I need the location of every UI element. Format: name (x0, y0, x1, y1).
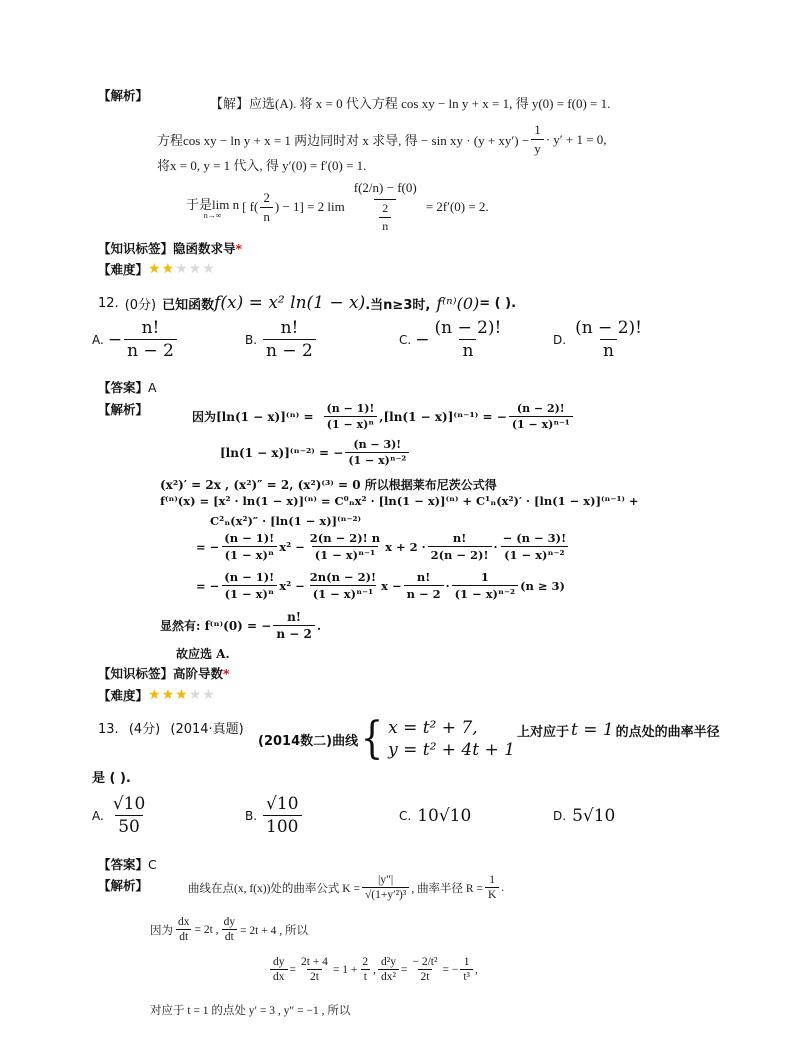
frac-num: √10 (112, 794, 146, 814)
star-filled-icon: ★ (175, 687, 189, 703)
question-number: 12. (98, 295, 119, 311)
question-score: (4分) (128, 722, 161, 737)
option-fraction (110, 794, 148, 837)
fraction (175, 916, 193, 943)
text: (n ≥ 3) (520, 578, 565, 593)
answer-12 (98, 378, 157, 396)
option-a[interactable] (92, 318, 179, 361)
option-label: B. (245, 808, 258, 823)
option-label: A. (92, 808, 104, 823)
frac-den: n (260, 207, 273, 225)
frac-den: 2(n − 2)! (428, 546, 492, 562)
text: 显然有: f⁽ⁿ⁾(0) = − (160, 619, 272, 633)
text: , (373, 963, 377, 976)
fraction (362, 874, 409, 901)
frac-num: (n − 2)! (516, 402, 565, 415)
text: = (289, 963, 296, 976)
difficulty-11 (98, 260, 216, 278)
stem-text-a: (2014数二)曲线 (258, 733, 359, 749)
text: · (493, 539, 498, 554)
frac-num: (n − 2)! (575, 318, 642, 338)
option-c[interactable] (399, 806, 471, 826)
option-b[interactable] (245, 318, 318, 361)
fraction (359, 956, 371, 983)
option-label: B. (245, 332, 258, 347)
frac-den: (1 − x)ⁿ⁻² (345, 452, 409, 467)
frac-den: y (531, 139, 544, 157)
solution-12-line8 (160, 610, 321, 641)
text: ,[ln(1 − x)]⁽ⁿ⁻¹⁾ = − (379, 409, 507, 424)
star-filled-icon: ★ (161, 687, 176, 703)
frac-den: 2t (307, 969, 322, 983)
text: x² − (279, 539, 305, 554)
frac-num: 2t + 4 (301, 956, 328, 968)
star-empty-icon: ★ (188, 261, 203, 277)
option-label: C. (399, 809, 412, 823)
tag-label: 【知识标签】 (98, 666, 174, 681)
option-label: D. (553, 809, 567, 823)
frac-den: t³ (460, 969, 473, 983)
text: 因为[ln(1 − x)]⁽ⁿ⁾ = (192, 410, 314, 424)
option-label: D. (553, 332, 567, 347)
fraction (509, 402, 573, 431)
fraction (307, 570, 379, 601)
text: 曲线在点(x, f(x))处的曲率公式 K = (188, 882, 360, 895)
solution-11-line1: 【解】应选(A). 将 x = 0 代入方程 cos xy − ln y + x = 1, 得 y(0) = f(0) = 1. (210, 96, 611, 111)
option-value: 5√10 (572, 806, 616, 826)
line4-text-c: ) − 1] = 2 lim (274, 199, 345, 214)
label-jiexi-12: 【解析】 (98, 402, 149, 417)
frac-den: n − 2 (263, 339, 316, 361)
solution-13-line1 (188, 874, 504, 901)
question-13-header (98, 718, 244, 737)
option-b[interactable] (245, 794, 304, 837)
fraction (485, 874, 499, 901)
question-score: (0分) (124, 297, 157, 313)
text: = − (196, 539, 220, 554)
text: [ln(1 − x)]⁽ⁿ⁻²⁾ = − (220, 445, 344, 460)
fraction (404, 570, 444, 601)
text: = − (196, 578, 220, 593)
frac-num: n! (141, 318, 160, 338)
system-line-2: y = t² + 4t + 1 (388, 740, 515, 760)
solution-11-line2 (157, 122, 607, 157)
frac-num: n! (416, 570, 431, 584)
option-fraction (124, 318, 177, 361)
knowledge-tag-12 (98, 664, 230, 682)
frac-num: 2n(n − 2)! (309, 570, 377, 584)
star-filled-icon: ★ (148, 687, 162, 703)
frac-num: − 2/t² (412, 956, 438, 968)
frac-num: 2 (362, 956, 369, 968)
frac-den: n − 2 (404, 585, 444, 601)
text: . (316, 618, 321, 633)
frac-den: dx (270, 969, 288, 983)
answer-value: C (148, 857, 157, 872)
option-sign: − (107, 329, 123, 350)
solution-12-line4: f⁽ⁿ⁾(x) = [x² · ln(1 − x)]⁽ⁿ⁾ = C⁰ₙx² · [ln(1 − x)]⁽ⁿ⁾ + C¹ₙ(x²)′ · [ln(1 − x)]⁽ⁿ⁻¹⁾ + (160, 494, 639, 508)
frac-den: n − 2 (273, 625, 314, 641)
answer-label: 【答案】 (98, 857, 149, 872)
frac-den (374, 199, 396, 234)
option-d[interactable] (553, 806, 615, 826)
fraction (270, 956, 288, 983)
frac-num: 1 (489, 874, 495, 886)
frac-num: |y″| (378, 874, 394, 886)
system-lines (388, 717, 515, 761)
frac-den: (1 − x)ⁿ⁻¹ (312, 546, 378, 562)
text: = 1 + (332, 963, 358, 976)
fraction (221, 570, 277, 601)
star-filled-icon: ★ (161, 261, 176, 277)
frac-den: K (485, 887, 499, 901)
label-jiexi-11: 【解析】 (98, 88, 149, 103)
text: · (445, 578, 450, 593)
frac-den: n (600, 339, 617, 361)
solution-12-line6 (196, 531, 571, 562)
frac-num: 2 (263, 189, 270, 205)
frac-den: n (379, 217, 391, 234)
fraction (460, 956, 473, 983)
line2-fraction (531, 122, 544, 157)
stem-t-value: t = 1 (570, 720, 614, 740)
left-brace: { (360, 713, 384, 764)
option-fraction (431, 318, 504, 361)
frac-num: dy (223, 916, 236, 928)
frac-num: (n − 1)! (224, 570, 275, 584)
text: x² − (279, 578, 305, 593)
stem-function: f(x) = x² ln(1 − x) (214, 293, 366, 313)
frac-num: n! (452, 531, 467, 545)
solution-11-line4 (186, 180, 489, 234)
text: 因为 (150, 924, 173, 937)
fraction (410, 956, 441, 983)
frac-den: (1 − x)ⁿ (222, 585, 277, 601)
answer-13 (98, 855, 157, 873)
frac-den: (1 − x)ⁿ⁻¹ (509, 416, 573, 431)
line2-text-a: 方程cos xy − ln y + x = 1 两边同时对 x 求导, 得 − sin xy · (y + xy′) − (157, 133, 530, 148)
frac-num: 1 (463, 956, 470, 968)
line2-text-b: · y′ + 1 = 0, (545, 131, 607, 147)
tag-value: 隐函数求导 (173, 241, 236, 256)
stem-text-b: .当n≥3时, (365, 297, 431, 313)
solution-12-line2 (220, 438, 411, 467)
frac-den: (1 − x)ⁿ⁻¹ (310, 585, 376, 601)
frac-den: √(1+y′²)³ (362, 887, 409, 901)
frac-den: 100 (263, 815, 301, 837)
option-a[interactable] (92, 794, 150, 837)
fraction (324, 402, 378, 431)
question-12-options (92, 318, 692, 368)
option-fraction (572, 318, 645, 361)
frac-num: 1 (534, 122, 541, 137)
label-jiexi-13: 【解析】 (98, 878, 149, 893)
difficulty-label: 【难度】 (98, 688, 149, 703)
frac-den: n − 2 (124, 339, 177, 361)
text: = 2t , (194, 923, 219, 936)
frac-num: 2 (382, 201, 389, 215)
fraction (273, 610, 314, 641)
frac-num: (n − 3)! (353, 438, 402, 451)
stem-text-b: 上对应于 (516, 724, 569, 740)
star-empty-icon: ★ (202, 261, 216, 277)
limit-text: 于是lim n (186, 197, 240, 212)
frac-den: n (459, 339, 476, 361)
text: , 曲率半径 R = (411, 882, 483, 895)
question-source: (2014·真题) (170, 722, 244, 737)
solution-13-line4: 对应于 t = 1 的点处 y′ = 3 , y″ = −1 , 所以 (150, 1005, 351, 1017)
text: = 2t + 4 , 所以 (240, 924, 308, 937)
option-fraction (263, 794, 301, 837)
frac-num: dy (273, 956, 285, 968)
system-line-1: x = t² + 7, (388, 718, 478, 738)
frac-den: 2t (418, 969, 433, 983)
fraction (307, 531, 383, 562)
line4-text-b: [ f( (242, 199, 259, 214)
frac-den: t (361, 969, 370, 983)
text: = − (442, 963, 459, 976)
text: , (474, 963, 478, 976)
fraction (298, 956, 331, 983)
solution-12-line5: C²ₙ(x²)″ · [ln(1 − x)]⁽ⁿ⁻²⁾ (210, 514, 362, 528)
line4-text-d: = 2f′(0) = 2. (425, 199, 489, 214)
stem-text-c: 的点处的曲率半径 (615, 724, 720, 740)
frac-num: 1 (480, 570, 489, 584)
frac-num: n! (287, 610, 302, 624)
question-13-stem-end: 是 ( ). (92, 771, 131, 786)
frac-num: dx (178, 916, 190, 928)
answer-value: A (148, 380, 157, 395)
fraction (345, 438, 409, 467)
frac-num: d²y (381, 956, 396, 968)
frac-num: √10 (266, 794, 299, 814)
fraction (428, 531, 492, 562)
difficulty-stars (148, 687, 216, 703)
frac-num: (n − 2)! (434, 318, 502, 338)
line4-big-fraction (351, 180, 420, 234)
solution-13-line3 (268, 956, 478, 983)
frac-den: (1 − x)ⁿ (222, 546, 277, 562)
question-13-options (92, 794, 732, 846)
solution-12-line7 (196, 570, 565, 601)
stem-text-d: = ( ). (479, 295, 517, 311)
frac-num: f(2/n) − f(0) (353, 180, 417, 195)
limit-subscript: n→∞ (203, 211, 222, 220)
option-fraction (263, 318, 316, 361)
frac-den: (1 − x)ⁿ (324, 416, 377, 431)
star-empty-icon: ★ (188, 687, 203, 703)
frac-den: (1 − x)ⁿ⁻² (452, 585, 518, 601)
option-d[interactable] (553, 318, 647, 361)
frac-num: (n − 1)! (224, 531, 275, 545)
tag-label: 【知识标签】 (98, 241, 174, 256)
frac-den: dt (176, 929, 191, 943)
solution-11-line3: 将x = 0, y = 1 代入, 得 y′(0) = f′(0) = 1. (157, 158, 367, 173)
stem-text-a: 已知函数 (162, 297, 215, 313)
solution-12-line1 (192, 402, 575, 431)
frac-num: n! (280, 318, 299, 338)
fraction (452, 570, 518, 601)
question-number: 13. (98, 722, 119, 737)
tag-value: 高阶导数 (173, 666, 224, 681)
line4-inner-fraction (260, 190, 273, 225)
nested-fraction (379, 201, 391, 234)
frac-num: 2(n − 2)! n (309, 531, 381, 545)
question-12-stem (98, 293, 516, 313)
text: x + 2 · (385, 539, 426, 554)
frac-den: 50 (115, 815, 143, 837)
frac-den: dx² (378, 969, 399, 983)
fraction (221, 531, 277, 562)
question-13-stem (258, 713, 720, 764)
text: . (501, 881, 505, 894)
tag-mark: * (223, 666, 230, 681)
fraction (500, 531, 570, 562)
tag-mark: * (235, 241, 243, 256)
frac-den: dt (222, 929, 237, 943)
text: x − (381, 578, 402, 593)
option-c[interactable] (399, 318, 506, 361)
solution-12-line3: (x²)′ = 2x , (x²)″ = 2, (x²)⁽³⁾ = 0 所以根据莱布尼茨公式得 (160, 478, 497, 492)
star-empty-icon: ★ (175, 261, 189, 277)
stem-derivative: f⁽ⁿ⁾(0) (436, 293, 480, 313)
fraction (378, 956, 399, 983)
frac-num: (n − 1)! (326, 402, 375, 415)
frac-num: − (n − 3)! (502, 531, 567, 545)
difficulty-12 (98, 686, 216, 704)
answer-label: 【答案】 (98, 380, 149, 395)
option-value: 10√10 (417, 806, 472, 826)
star-empty-icon: ★ (202, 687, 216, 703)
option-label: A. (92, 332, 104, 347)
knowledge-tag-11 (98, 239, 242, 257)
difficulty-label: 【难度】 (98, 262, 149, 277)
equation-system (358, 713, 515, 764)
limit-expression (186, 194, 239, 220)
difficulty-stars (148, 261, 216, 277)
option-sign: − (415, 329, 430, 350)
text: = (401, 963, 408, 976)
solution-12-line9: 故应选 A. (176, 647, 230, 661)
frac-den: (1 − x)ⁿ⁻² (501, 546, 567, 562)
solution-13-line2 (150, 916, 308, 943)
fraction (221, 916, 239, 943)
star-filled-icon: ★ (148, 261, 162, 277)
option-label: C. (399, 332, 412, 347)
